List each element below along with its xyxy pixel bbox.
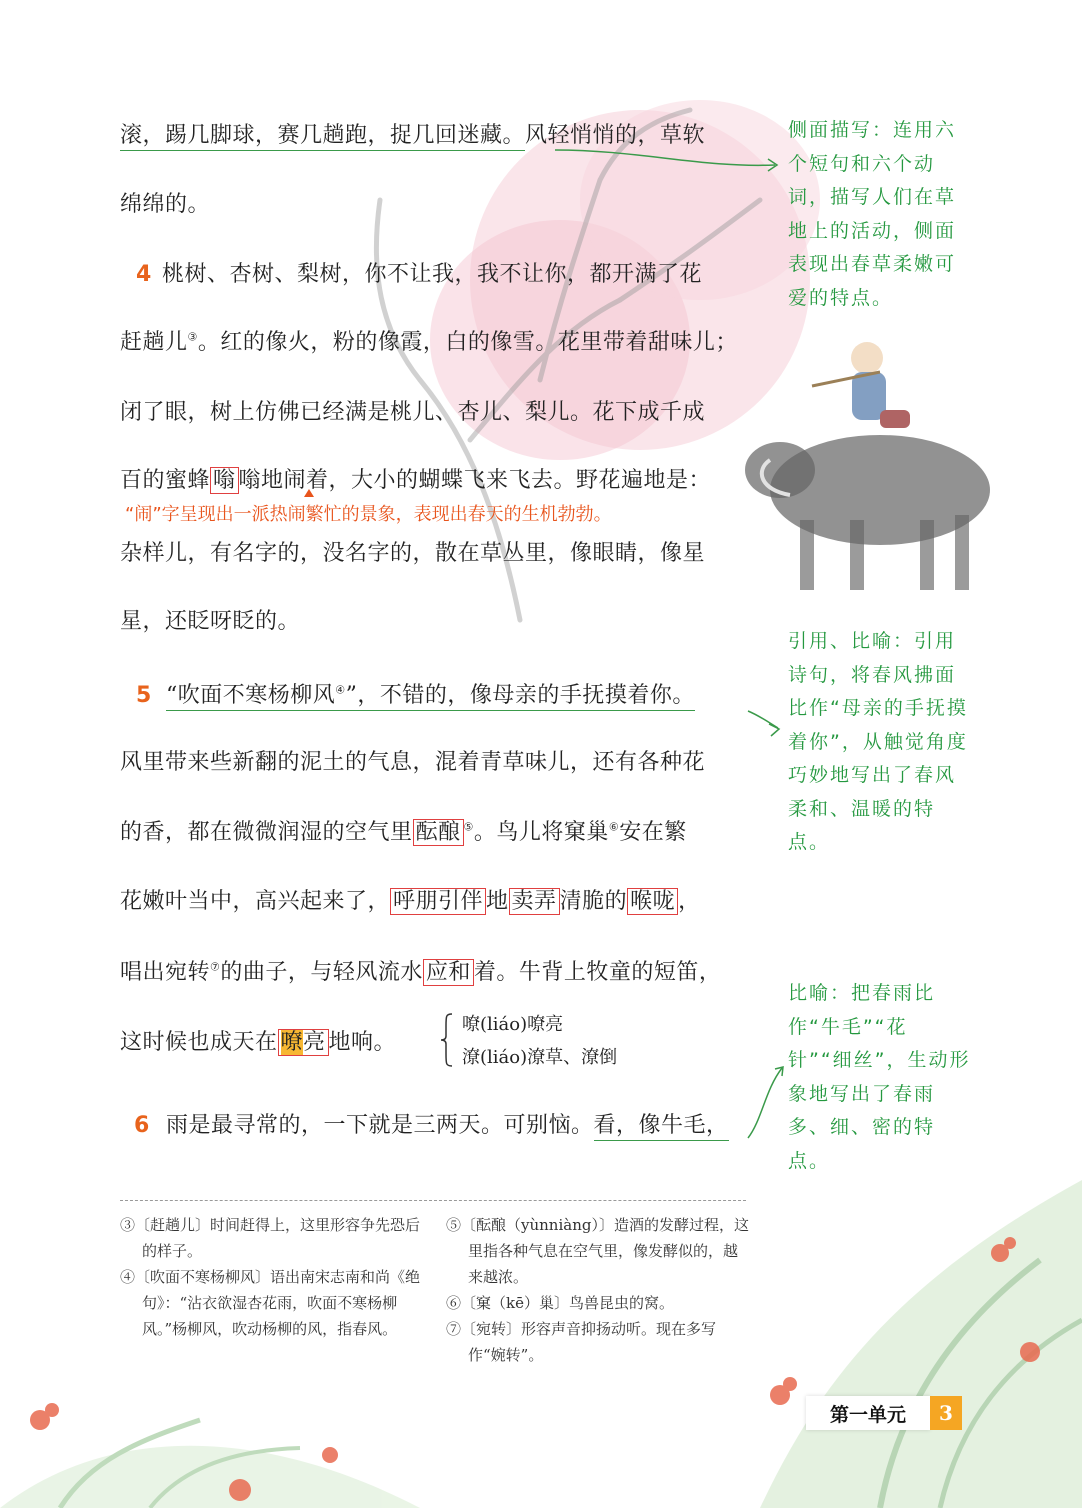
text-line-13: 唱出宛转⑦的曲子，与轻风流水 应和 着。牛背上牧童的短笛， xyxy=(120,960,722,985)
text-line-14: 这时候也成天在 嘹亮 地响。 xyxy=(120,1030,397,1055)
boxed-word: 嗡 xyxy=(210,467,239,494)
text-line-11: 的香，都在微微润湿的空气里 酝酿 ⑤。鸟儿将窠巢⑥安在繁 xyxy=(120,820,687,845)
boxed-word: 应和 xyxy=(423,959,474,986)
boxed-word: 酝酿 xyxy=(413,819,464,846)
text-line-8: 星，还眨呀眨的。 xyxy=(120,609,301,634)
text-line-3: 4 桃树、杏树、梨树，你不让我，我不让你，都开满了花 xyxy=(136,262,703,287)
footnote-7: ⑦〔宛转〕形容声音抑扬动听。现在多写作“婉转”。 xyxy=(446,1320,717,1364)
boxed-word: 喉咙 xyxy=(627,888,678,915)
red-annotation: “闹”字呈现出一派热闹繁忙的景象，表现出春天的生机勃勃。 xyxy=(125,504,612,525)
underlined-phrase: 滚，踢几脚球，赛几趟跑，捉几回迷藏。 xyxy=(120,123,525,151)
text-line-12: 花嫩叶当中，高兴起来了， 呼朋引伴 地 卖弄 清脆的 喉咙 ， xyxy=(120,889,701,914)
side-note-1: 侧面描写：连用六个短句和六个动词，描写人们在草地上的活动，侧面表现出春草柔嫩可爱的特点。 xyxy=(788,119,957,309)
footnote-ref-3: ③ xyxy=(187,330,198,344)
text-line-10: 风里带来些新翻的泥土的气息，混着青草味儿，还有各种花 xyxy=(120,750,706,775)
boxed-word: 卖弄 xyxy=(509,888,560,915)
paragraph-number-4: 4 xyxy=(136,262,152,287)
side-note-2: 引用、比喻：引用诗句，将春风拂面比作“母亲的手抚摸着你”，从触觉角度巧妙地写出了春风柔和、温暖的特点。 xyxy=(788,630,968,853)
footnotes-right xyxy=(446,1212,751,1368)
boxed-highlighted-word: 嘹亮 xyxy=(278,1029,329,1056)
footnote-6: ⑥〔窠（kē）巢〕鸟兽昆虫的窝。 xyxy=(446,1294,674,1312)
footnotes-left xyxy=(120,1212,425,1342)
text-line-2: 绵绵的。 xyxy=(120,192,211,217)
footnote-ref-7: ⑦ xyxy=(210,960,221,974)
paragraph-number-6: 6 xyxy=(134,1113,150,1138)
pronunciation-line-2: 潦(liáo)潦草、潦倒 xyxy=(462,1047,618,1068)
underlined-phrase: 看，像牛毛， xyxy=(594,1113,729,1141)
underlined-phrase: “吹面不寒杨柳风④”，不错的，像母亲的手抚摸着你。 xyxy=(166,683,695,711)
footnote-5: ⑤〔酝酿（yùnniàng）〕造酒的发酵过程，这里指各种气息在空气里，像发酵似的，越来越浓。 xyxy=(446,1216,749,1286)
buffalo-illustration xyxy=(745,342,990,590)
text-line-15: 6 雨是最寻常的，一下就是三两天。可别恼。看，像牛毛， xyxy=(120,1108,760,1139)
page-number: 3 xyxy=(930,1396,962,1430)
side-note-3: 比喻：把春雨比作“牛毛”“花针”“细丝”，生动形象地写出了春雨多、细、密的特点。 xyxy=(788,982,971,1172)
pronunciation-note xyxy=(462,1008,617,1074)
text-line-7: 杂样儿，有名字的，没名字的，散在草丛里，像眼睛，像星 xyxy=(120,541,706,566)
text-line-6: 百的蜜蜂 嗡 嗡地闹着，大小的蝴蝶飞来飞去。野花遍地是： xyxy=(120,468,712,493)
text-line-9 xyxy=(120,678,760,709)
footnote-ref-4: ④ xyxy=(335,683,346,697)
footnote-3: ③〔赶趟儿〕时间赶得上，这里形容争先恐后的样子。 xyxy=(120,1216,421,1260)
footnote-divider xyxy=(120,1200,746,1201)
brace-icon xyxy=(440,1012,454,1068)
text-line-5: 闭了眼，树上仿佛已经满是桃儿、杏儿、梨儿。花下成千成 xyxy=(120,400,706,425)
pronunciation-line-1: 嘹(liáo)嘹亮 xyxy=(462,1014,564,1035)
annotation-marker-icon xyxy=(304,489,314,497)
boxed-word: 呼朋引伴 xyxy=(390,888,486,915)
footnote-4: ④〔吹面不寒杨柳风〕语出南宋志南和尚《绝句》：“沾衣欲湿杏花雨，吹面不寒杨柳风。”杨柳风，吹动杨柳的风，指春风。 xyxy=(120,1268,421,1338)
footnote-ref-6: ⑥ xyxy=(608,820,620,834)
text-line-4: 赶趟儿③。红的像火，粉的像霞，白的像雪。花里带着甜味儿； xyxy=(120,330,738,355)
unit-label: 第一单元 xyxy=(806,1396,930,1430)
text-line-1: 滚，踢几脚球，赛几趟跑，捉几回迷藏。风轻悄悄的，草软 xyxy=(120,118,760,149)
paragraph-number-5: 5 xyxy=(136,683,152,708)
footnote-ref-5: ⑤ xyxy=(463,820,474,834)
